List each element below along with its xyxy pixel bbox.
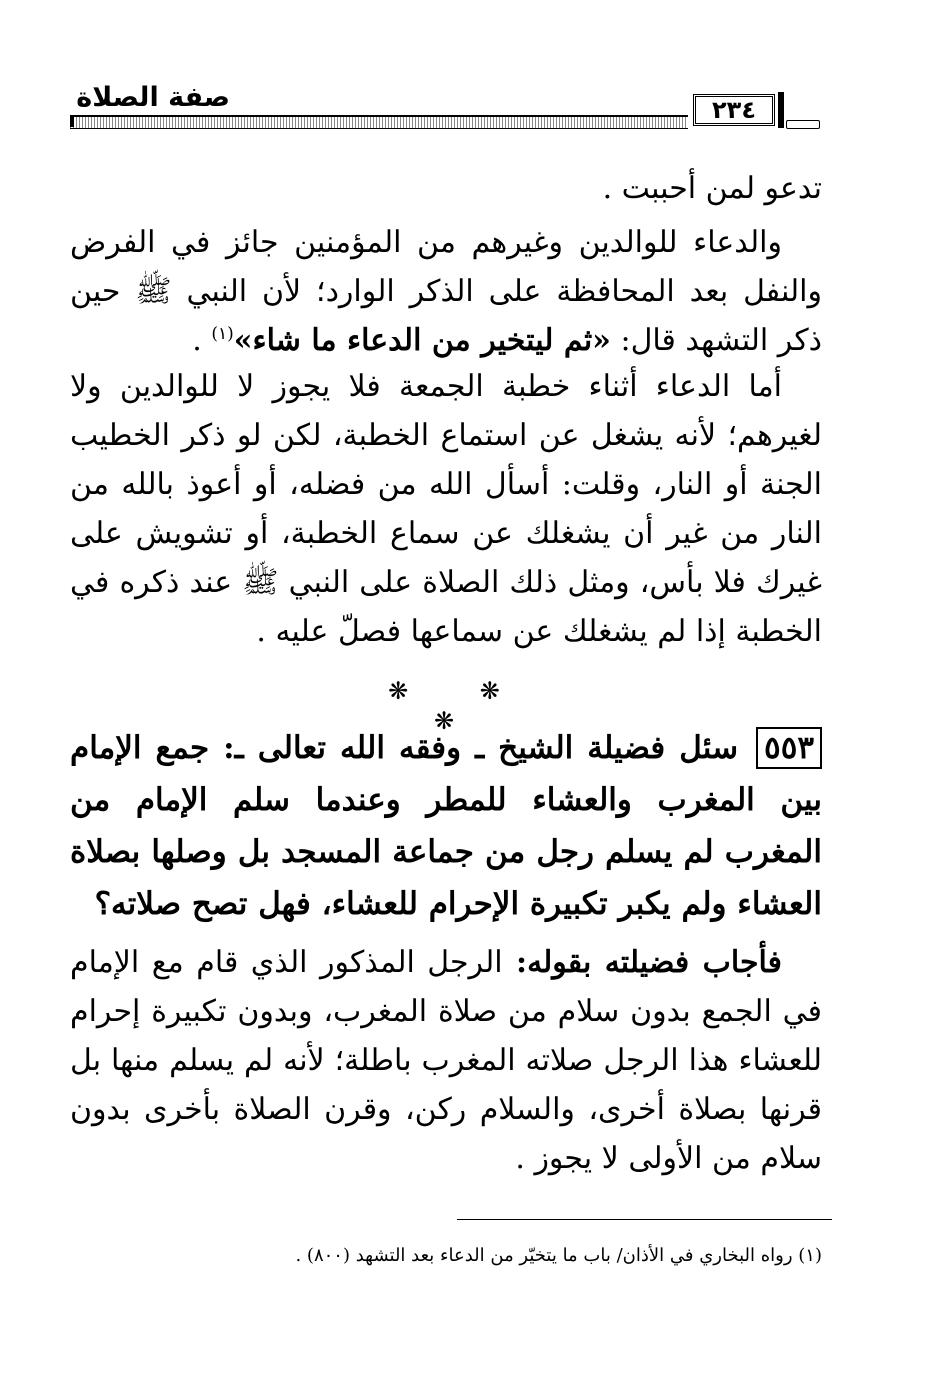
paragraph-1 [70, 164, 822, 213]
answer-lead: فأجاب فضيلته بقوله: [502, 945, 782, 980]
section-separator: ❋ ❋ ❋ [388, 677, 532, 735]
page-number: ٢٣٤ [693, 94, 775, 126]
footnote: (١) رواه البخاري في الأذان/ باب ما يتخيّر من الدعاء بعد التشهد (٨٠٠) . [295, 1245, 822, 1266]
header-ornament-band [70, 115, 688, 129]
question-text: سئل فضيلة الشيخ ـ وفقه الله تعالى ـ: جمع الإمام بين المغرب والعشاء للمطر وعندما سلم الإمام من المغرب لم يسلم رجل من جماعة المسجد بل وصلها بصلاة العشاء ولم يكبر تكبيرة الإحرام للعشاء، فهل تصح صلاته؟ [70, 730, 822, 922]
question-number: ٥٥٣ [756, 727, 822, 769]
page-number-bar [778, 92, 784, 128]
paragraph-2 [70, 218, 822, 365]
question-block [70, 722, 822, 930]
paragraph-3-text: أما الدعاء أثناء خطبة الجمعة فلا يجوز لا للوالدين ولا لغيرهم؛ لأنه يشغل عن استماع الخطبة، لكن لو ذكر الخطيب الجنة أو النار، وقلت: أسأل الله من فضله، أو أعوذ بالله من النار من غير أن يشغلك عن سماع الخطبة، أو تشويش على غيرك فلا بأس، ومثل ذلك الصلاة على النبي ﷺ عند ذكره في الخطبة إذا لم يشغلك عن سماعها فصلّ عليه . [70, 369, 822, 649]
paragraph-2-text: والدعاء للوالدين وغيرهم من المؤمنين جائز في الفرض والنفل بعد المحافظة على الذكر الوارد؛ لأن النبي ﷺ حين ذكر التشهد قال: [70, 225, 822, 358]
paragraph-2-end: . [192, 323, 212, 358]
answer-text: الرجل المذكور الذي قام مع الإمام في الجمع بدون سلام من صلاة المغرب، وبدون تكبيرة إحرام للعشاء هذا الرجل صلاته المغرب باطلة؛ لأنه لم يسلم منها بل قرنها بصلاة أخرى، والسلام ركن، وقرن الصلاة بأخرى بدون سلام من الأولى لا يجوز . [70, 945, 822, 1176]
hadith-quote: «ثم ليتخير من الدعاء ما شاء» [233, 323, 611, 358]
paragraph-3 [70, 362, 822, 656]
paragraph-1-text: تدعو لمن أحببت . [602, 171, 822, 206]
header-ornament-end [786, 120, 820, 129]
header-band-cap [70, 115, 74, 127]
running-header-title: صفة الصلاة [76, 82, 230, 113]
answer-block [70, 938, 822, 1183]
footnote-reference: (١) [211, 324, 234, 344]
footnote-rule [457, 1219, 832, 1220]
